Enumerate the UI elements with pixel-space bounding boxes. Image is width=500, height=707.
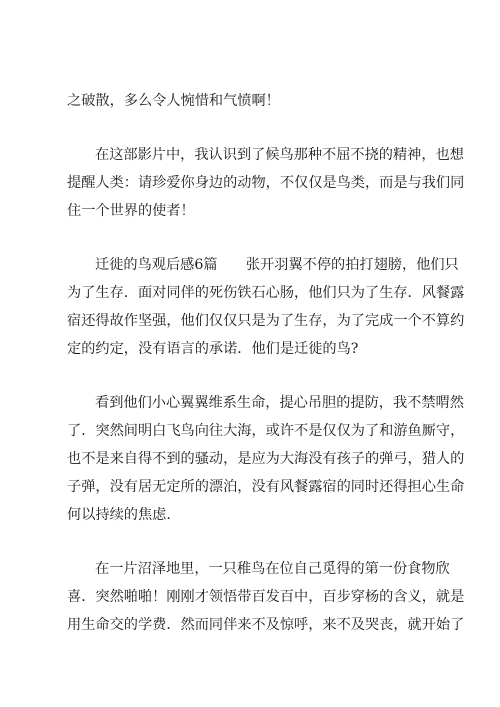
text-line: 用生命交的学费．然而同伴来不及惊呼，来不及哭丧，就开始了 xyxy=(67,617,465,633)
text-line: 了．突然间明白飞鸟向往大海，或许不是仅仅为了和游鱼厮守， xyxy=(67,423,465,439)
text-line: 定的约定，没有语言的承诺．他们是迁徙的鸟? xyxy=(67,341,359,357)
text-line: 住一个世界的使者！ xyxy=(67,203,195,219)
text-line: 在一片沼泽地里，一只稚鸟在位自己觅得的第一份食物欣 xyxy=(95,561,450,577)
text-line: 之破散，多么令人惋惜和气愤啊！ xyxy=(67,93,280,109)
text-line: 提醒人类：请珍爱你身边的动物，不仅仅是鸟类，而是与我们同 xyxy=(67,175,465,191)
text-line: 也不是来自得不到的骚动，是应为大海没有孩子的弹弓，猎人的 xyxy=(67,451,465,467)
text-line: 子弹，没有居无定所的漂泊，没有风餐露宿的同时还得担心生命 xyxy=(67,479,465,495)
text-line: 宿还得故作坚强，他们仅仅只是为了生存，为了完成一个不算约 xyxy=(67,313,465,329)
text-line: 何以持续的焦虑. xyxy=(67,507,171,523)
text-line: 为了生存．面对同伴的死伤铁石心肠，他们只为了生存．风餐露 xyxy=(67,285,465,301)
text-line: 看到他们小心翼翼维系生命，提心吊胆的提防，我不禁喟然 xyxy=(95,395,464,411)
text-line: 迁徙的鸟观后感6篇 张开羽翼不停的拍打翅膀，他们只 xyxy=(95,257,459,273)
text-line: 在这部影片中，我认识到了候鸟那种不屈不挠的精神，也想 xyxy=(95,147,464,163)
text-line: 喜．突然啪啪！刚刚才领悟带百发百中，百步穿杨的含义，就是 xyxy=(67,589,465,605)
